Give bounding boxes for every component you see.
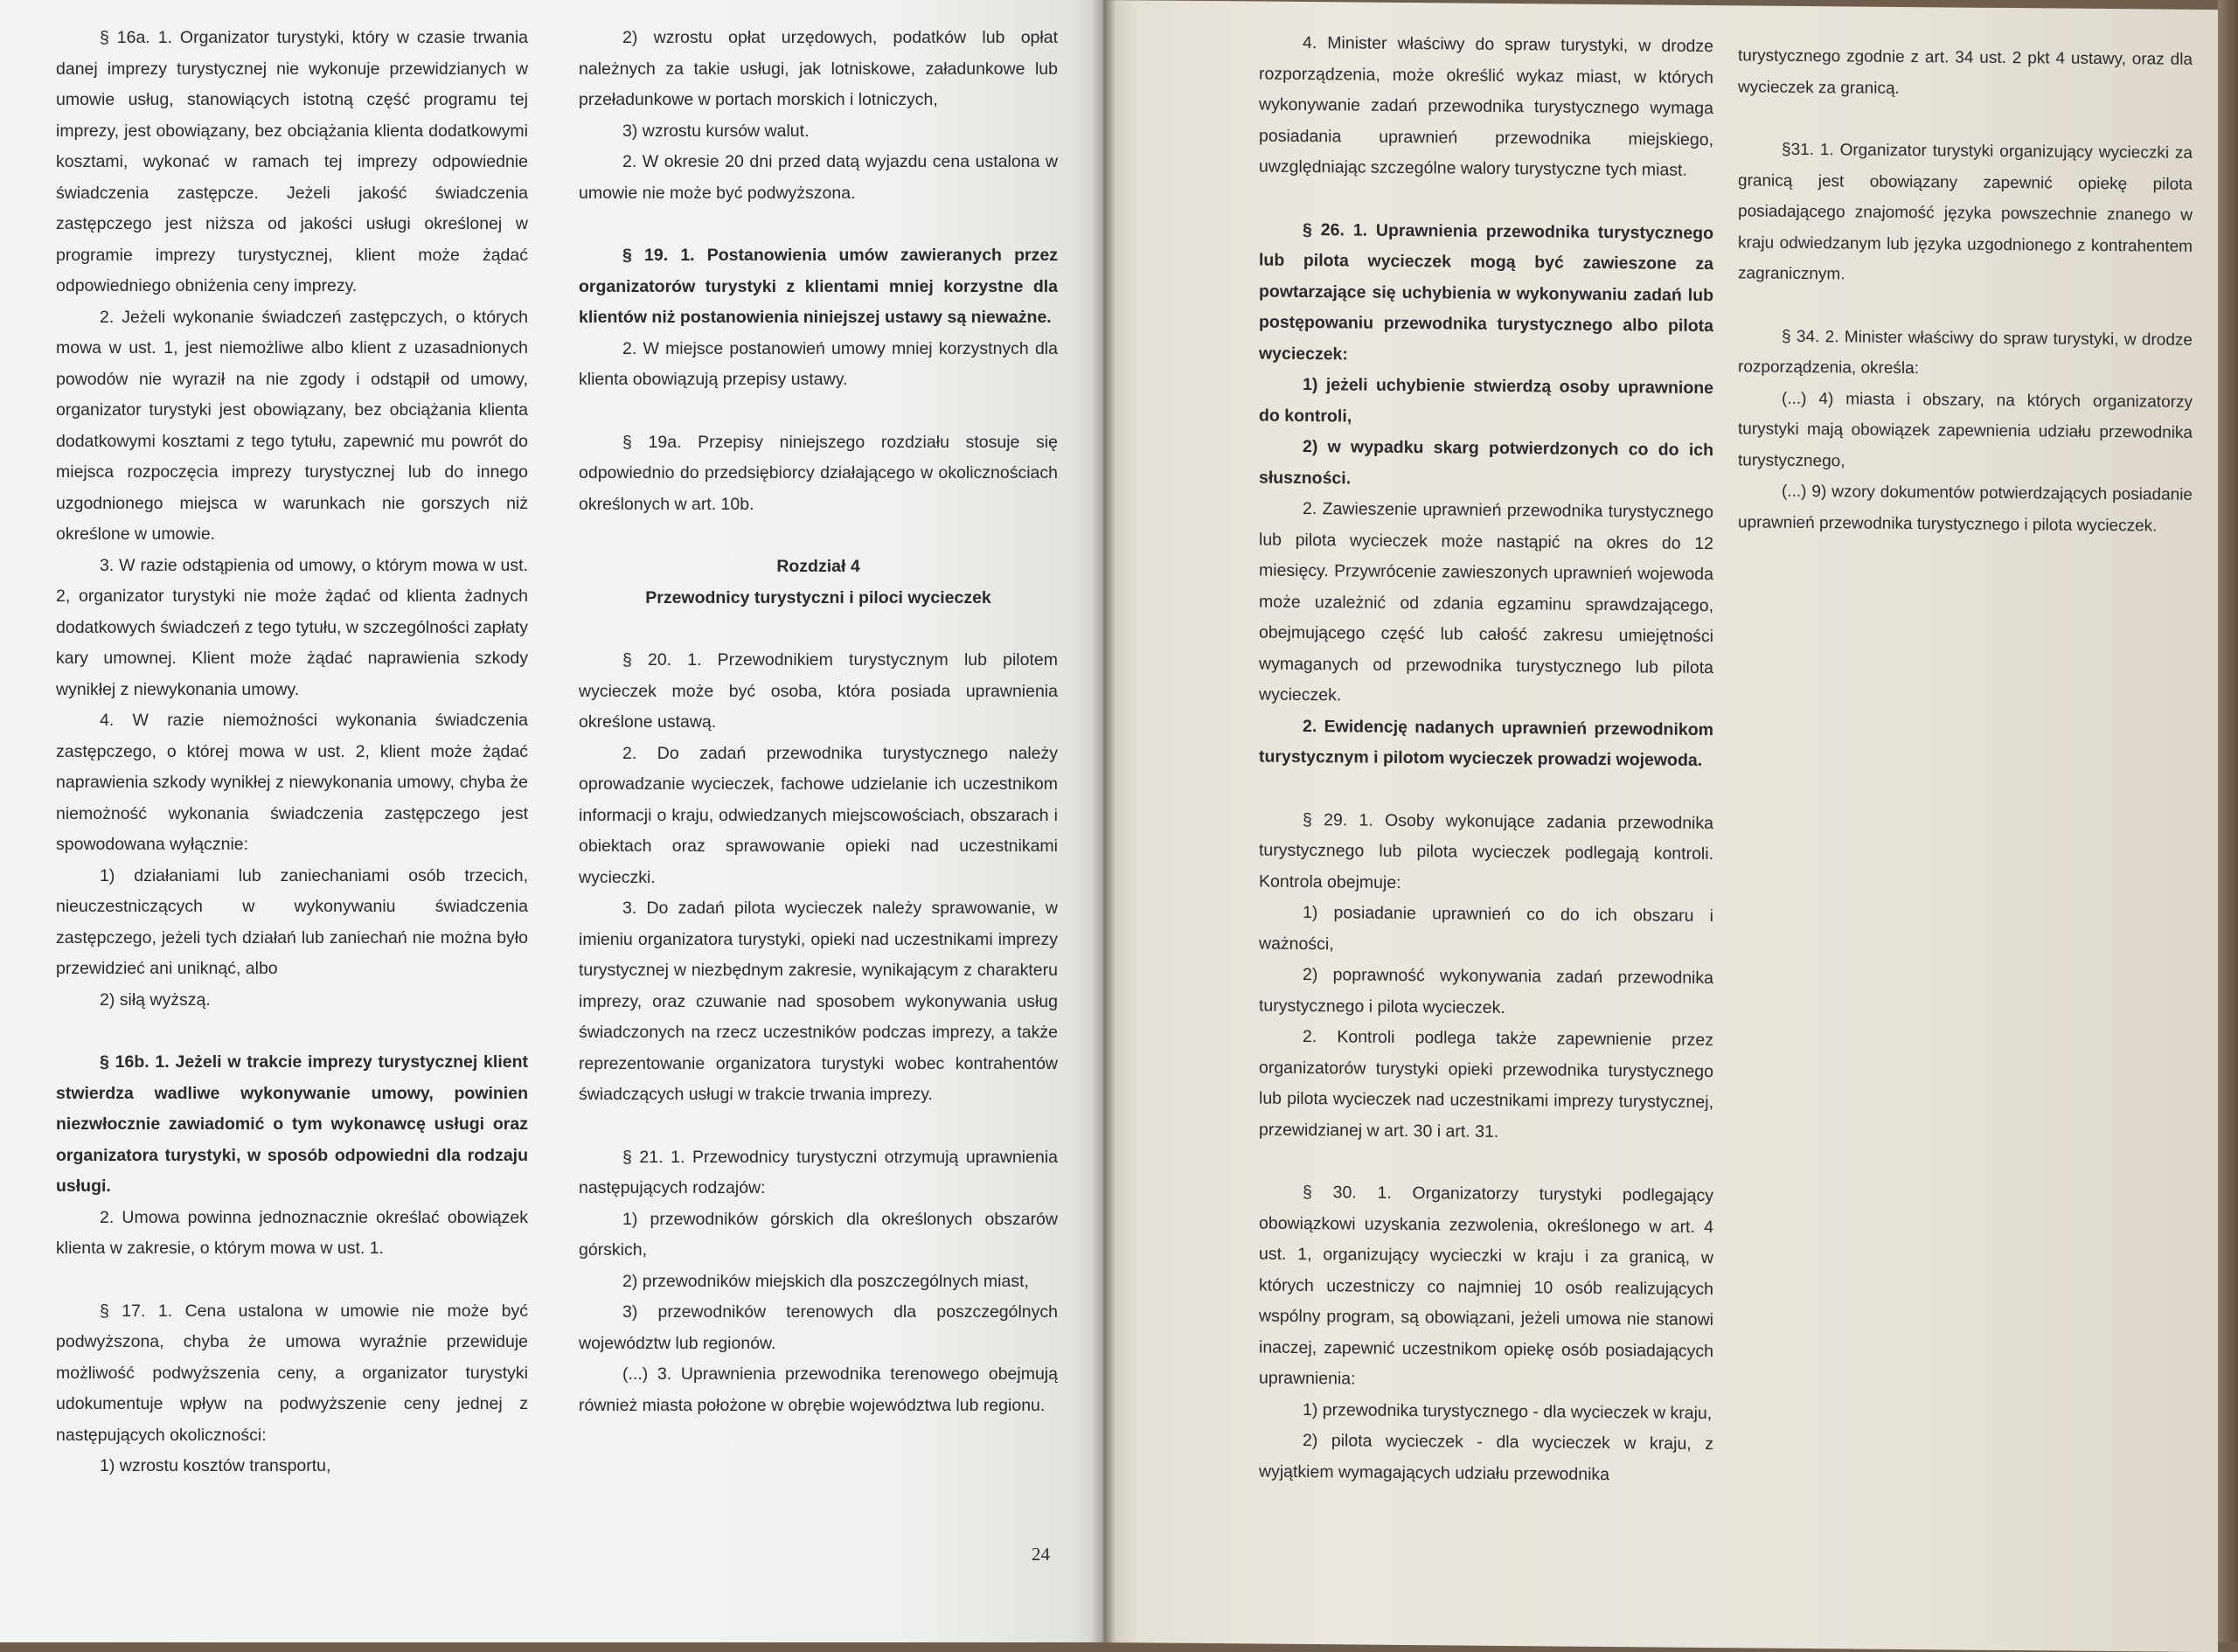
paragraph-21-4: 4. Minister właściwy do spraw turystyki, w drodze rozporządzenia, może określić wykaz miast, w których wykonywanie zadań przewodnika turystycznego wymaga posiadania uprawnień przewodnika miejskiego, uwzględniając szczególne walory turystyczne tych miast.: [1259, 32, 1713, 180]
paragraph-17-2: 2. W okresie 20 dni przed datą wyjazdu cena ustalona w umowie nie może być podwyższona.: [579, 152, 1058, 203]
right-page-column-2: [1738, 40, 2193, 542]
paragraph-30-1-point-2-cont: turystycznego zgodnie z art. 34 ust. 2 pkt 4 ustawy, oraz dla wycieczek za granicą.: [1738, 46, 2193, 98]
paragraph-17-1: § 17. 1. Cena ustalona w umowie nie może być podwyższona, chyba że umowa wyraźnie przewiduje możliwość podwyższenia ceny, a organizator turystyki udokumentuje wpływ na podwyższenie ceny jednej z następujących okoliczności:: [56, 1301, 528, 1445]
paragraph-20-1: § 20. 1. Przewodnikiem turystycznym lub pilotem wycieczek może być osoba, która posiada uprawnienia określone ustawą.: [579, 650, 1058, 732]
paragraph-29-2: 2. Kontroli podlega także zapewnienie przez organizatorów turystyki opieki przewodnika turystycznego lub pilota wycieczek nad uczestnikami imprezy turystycznej, przewidzianej w art. 30 i art. 31.: [1259, 1026, 1713, 1142]
paragraph-26-1-point-2: 2) w wypadku skarg potwierdzonych co do ich słuszności.: [1259, 436, 1713, 488]
paragraph-26-2-registry: 2. Ewidencję nadanych uprawnień przewodnikom turystycznym i pilotom wycieczek prowadzi wojewoda.: [1259, 716, 1713, 770]
paragraph-34-2-point-9: (...) 9) wzory dokumentów potwierdzających posiadanie uprawnień przewodnika turystycznego i pilota wycieczek.: [1738, 482, 2193, 536]
right-page: [1103, 0, 2218, 1652]
paragraph-16a-2: 2. Jeżeli wykonanie świadczeń zastępczych, o których mowa w ust. 1, jest niemożliwe albo klient z uzasadnionych powodów nie wyraził na nie zgody i odstąpił od umowy, organizator turystyki jest obowiązany, bez obciążania klienta dodatkowymi kosztami z tego tytułu, zapewnić mu powrót do miejsca rozpoczęcia imprezy turystycznej lub do innego uzgodnionego miejsca w warunkach nie gorszych niż określone w umowie.: [56, 307, 528, 544]
paragraph-30-1-point-2: 2) pilota wycieczek - dla wycieczek w kraju, z wyjątkiem wymagających udziału przewodnika: [1259, 1430, 1713, 1484]
paragraph-29-1-point-1: 1) posiadanie uprawnień co do ich obszaru i ważności,: [1259, 902, 1713, 954]
paragraph-16b-1: § 16b. 1. Jeżeli w trakcie imprezy turystycznej klient stwierdza wadliwe wykonywanie umowy, powinien niezwłocznie zawiadomić o tym wykonawcę usługi oraz organizatora turystyki, w sposób odpowiedni dla rodzaju usługi.: [56, 1052, 528, 1196]
paragraph-29-1: § 29. 1. Osoby wykonujące zadania przewodnika turystycznego lub pilota wycieczek podlegają kontroli. Kontrola obejmuje:: [1259, 809, 1713, 892]
paragraph-21-1: § 21. 1. Przewodnicy turystyczni otrzymują uprawnienia następujących rodzajów:: [579, 1147, 1058, 1197]
paragraph-21-1-point-1: 1) przewodników górskich dla określonych obszarów górskich,: [579, 1209, 1058, 1260]
paragraph-20-2: 2. Do zadań przewodnika turystycznego należy oprowadzanie wycieczek, fachowe udzielanie ich uczestnikom informacji o kraju, odwiedzanych miejscowościach, obszarach i obiektach oraz sprawowanie opieki nad uczestnikami wycieczki.: [579, 743, 1058, 887]
chapter-number: Rozdział 4: [776, 557, 860, 576]
paragraph-21-1-point-2: 2) przewodników miejskich dla poszczególnych miast,: [622, 1271, 1029, 1291]
paragraph-26-2: 2. Zawieszenie uprawnień przewodnika turystycznego lub pilota wycieczek może nastąpić na okres do 12 miesięcy. Przywrócenie zawieszonych uprawnień wojewoda może uzależnić od zdania egzaminu sprawdzającego, obejmującego część lub całość zakresu umiejętności wymaganych od przewodnika turystycznego lub pilota wycieczek.: [1259, 498, 1713, 705]
table-edge: [2218, 0, 2238, 1642]
paragraph-31-1: §31. 1. Organizator turystyki organizujący wycieczki za granicą jest obowiązany zapewnić opiekę pilota posiadającego znajomość języka powszechnie znanego w kraju odwiedzanym lub języka uzgodnionego z kontrahentem zagranicznym.: [1738, 140, 2193, 284]
paragraph-26-1: § 26. 1. Uprawnienia przewodnika turystycznego lub pilota wycieczek mogą być zawieszone za powtarzające się uchybienia w wykonywaniu zadań lub postępowaniu przewodnika turystycznego albo pilota wycieczek:: [1259, 219, 1713, 364]
left-page-column-2: [579, 23, 1058, 1421]
right-page-column-1: [1259, 28, 1713, 1492]
paragraph-17-1-point-2: 2) wzrostu opłat urzędowych, podatków lub opłat należnych za takie usługi, jak lotniskowe, załadunkowe lub przeładunkowe w portach morskich i lotniczych,: [579, 28, 1058, 109]
paragraph-19a: § 19a. Przepisy niniejszego rozdziału stosuje się odpowiednio do przedsiębiorcy działającego w okolicznościach określonych w art. 10b.: [579, 432, 1058, 514]
paragraph-19-1: § 19. 1. Postanowienia umów zawieranych przez organizatorów turystyki z klientami mniej korzystne dla klientów niż postanowienia niniejszej ustawy są nieważne.: [579, 246, 1058, 327]
paragraph-34-2-point-4: (...) 4) miasta i obszary, na których organizatorzy turystyki mają obowiązek zapewnienia udziału przewodnika turystycznego,: [1738, 389, 2193, 470]
paragraph-16a-4-point-2: 2) siłą wyższą.: [100, 989, 211, 1010]
paragraph-20-3: 3. Do zadań pilota wycieczek należy sprawowanie, w imieniu organizatora turystyki, opieki nad uczestnikami imprezy turystycznej w niezbędnym zakresie, wynikającym z charakteru imprezy, oraz czuwanie nad sposobem wykonywania usług świadczonych na rzecz uczestników podczas imprezy, a także reprezentowanie organizatora turystyki wobec kontrahentów świadczących usługi w trakcie trwania imprezy.: [579, 899, 1058, 1104]
paragraph-26-1-point-1: 1) jeżeli uchybienie stwierdzą osoby uprawnione do kontroli,: [1259, 374, 1713, 426]
left-page: [0, 0, 1103, 1642]
paragraph-16b-2: 2. Umowa powinna jednoznacznie określać obowiązek klienta w zakresie, o którym mowa w ust. 1.: [56, 1207, 528, 1258]
paragraph-16a-1: § 16a. 1. Organizator turystyki, który w czasie trwania danej imprezy turystycznej nie wykonuje przewidzianych w umowie usług, stanowiących istotną część programu tej imprezy, jest obowiązany, bez obciążania klienta dodatkowymi kosztami, wykonać w ramach tej imprezy odpowiednie świadczenia zastępcze. Jeżeli jakość świadczenia zastępczego jest niższa od jakości usługi określonej w programie imprezy turystycznej, klient może żądać odpowiedniego obniżenia ceny imprezy.: [56, 28, 528, 295]
paragraph-16a-3: 3. W razie odstąpienia od umowy, o którym mowa w ust. 2, organizator turystyki nie może żądać od klienta żadnych dodatkowych świadczeń z tego tytułu, w szczególności zapłaty kary umownej. Klient może żądać naprawienia szkody wynikłej z niewykonania umowy.: [56, 555, 528, 699]
paragraph-19-2: 2. W miejsce postanowień umowy mniej korzystnych dla klienta obowiązują przepisy ustawy.: [579, 338, 1058, 389]
paragraph-21-3: (...) 3. Uprawnienia przewodnika terenowego obejmują również miasta położone w obrębie województwa lub regionu.: [579, 1364, 1058, 1415]
paragraph-16a-4: 4. W razie niemożności wykonania świadczenia zastępczego, o której mowa w ust. 2, klient może żądać naprawienia szkody wynikłej z niewykonania umowy, chyba że niemożność wykonania świadczenia zastępczego jest spowodowana wyłącznie:: [56, 711, 528, 854]
paragraph-16a-4-point-1: 1) działaniami lub zaniechaniami osób trzecich, nieuczestniczących w wykonywaniu świadczenia zastępczego, jeżeli tych działań lub zaniechań nie można było przewidzieć ani uniknąć, albo: [56, 865, 528, 978]
book-spine-shadow: [1091, 0, 1116, 1642]
paragraph-30-1: § 30. 1. Organizatorzy turystyki podlegający obowiązkowi uzyskania zezwolenia, określonego w art. 4 ust. 1, organizujący wycieczki w kraju i za granicą, w których uczestniczy co najmniej 10 osób realizujących wspólny program, są obowiązani, jeżeli umowa nie stanowi inaczej, zapewnić uczestnikom opiekę osób posiadających uprawnienia:: [1259, 1182, 1713, 1389]
paragraph-17-1-point-1: 1) wzrostu kosztów transportu,: [100, 1456, 331, 1475]
left-page-column-1: [56, 23, 528, 1482]
paragraph-30-1-point-1: 1) przewodnika turystycznego - dla wycieczek w kraju,: [1303, 1399, 1713, 1423]
page-number: 24: [1032, 1544, 1050, 1565]
paragraph-21-1-point-3: 3) przewodników terenowych dla poszczególnych województw lub regionów.: [579, 1302, 1058, 1353]
paragraph-29-1-point-2: 2) poprawność wykonywania zadań przewodnika turystycznego i pilota wycieczek.: [1259, 964, 1713, 1017]
paragraph-17-1-point-3: 3) wzrostu kursów walut.: [622, 121, 810, 141]
chapter-title: Przewodnicy turystyczni i piloci wycieczek: [645, 587, 991, 607]
paragraph-34-2: § 34. 2. Minister właściwy do spraw turystyki, w drodze rozporządzenia, określa:: [1738, 327, 2193, 378]
